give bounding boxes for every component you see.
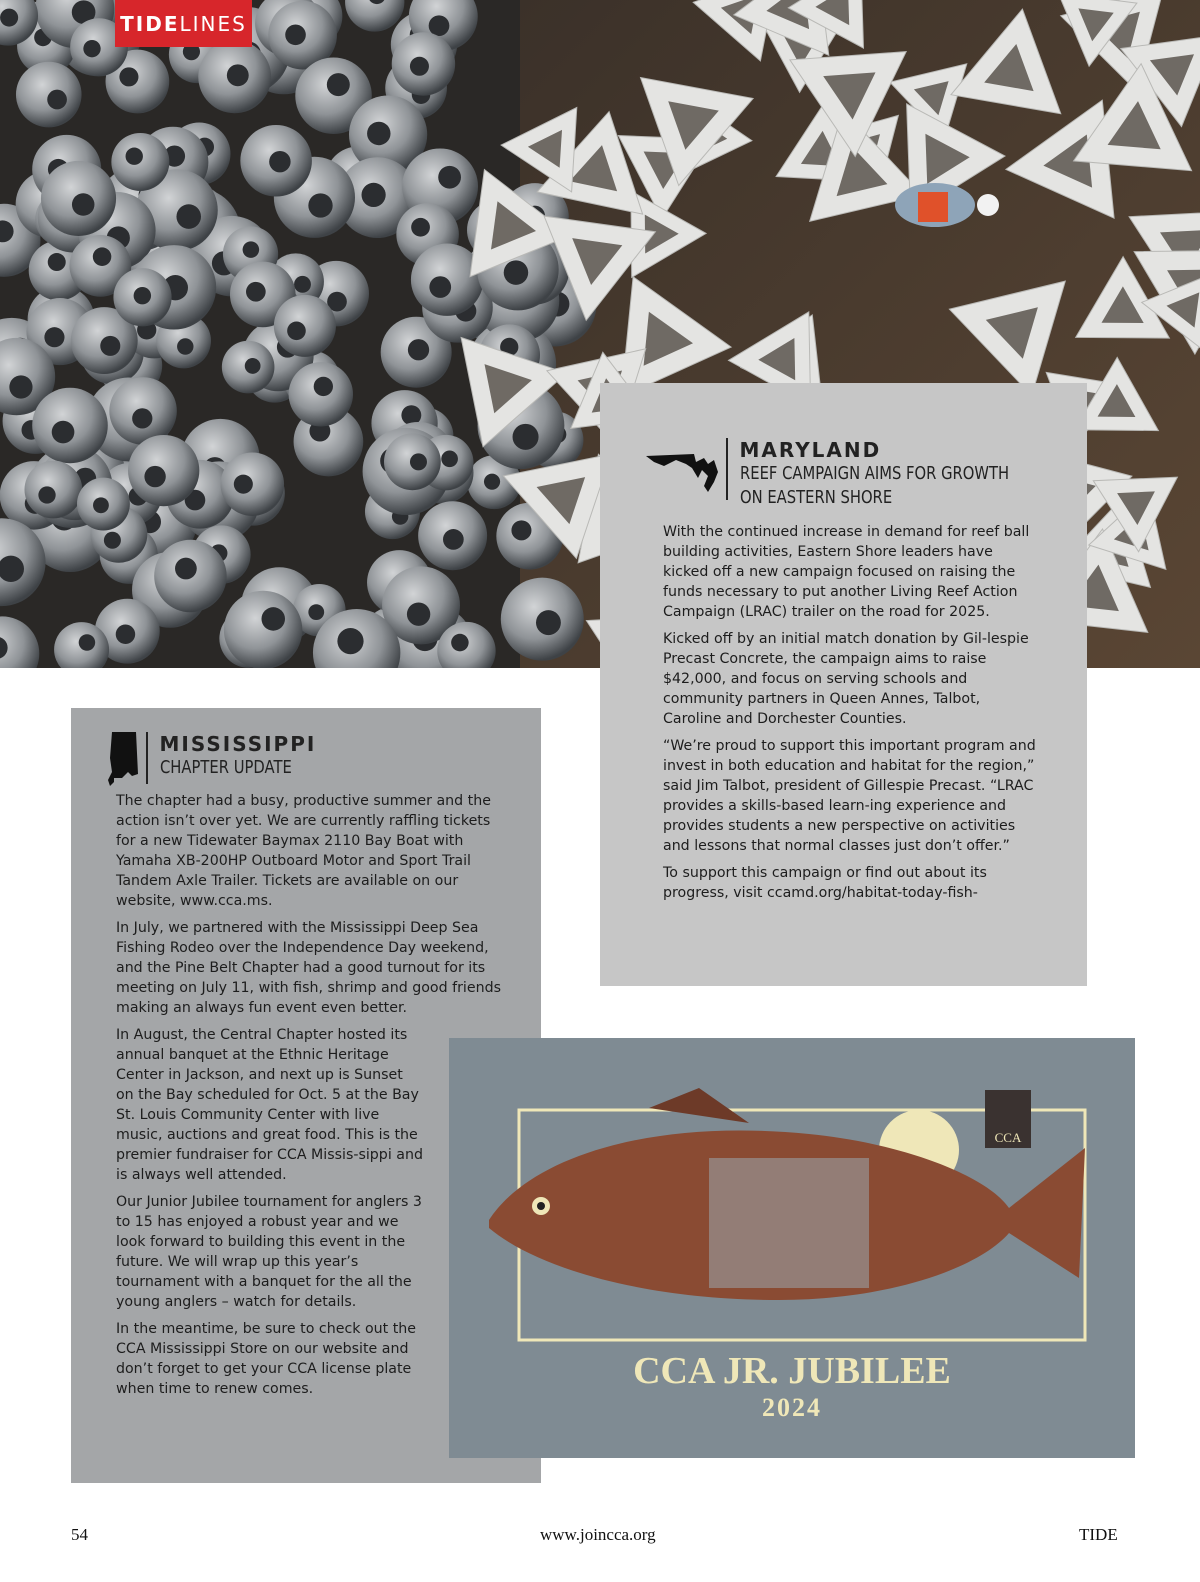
maryland-state-title: MARYLAND (739, 438, 882, 462)
shirt-logo-text: CCA (994, 1130, 1022, 1145)
shirt-title: CCA JR. JUBILEE (633, 1350, 951, 1392)
page-number: 54 (71, 1525, 88, 1544)
section-tag: TIDE LINES (115, 0, 252, 47)
maryland-paragraph: “We’re proud to support this important program and invest in both education and habitat for the region,” said Jim Talbot, president of Gillespie Precast. “LRAC provides a skills-based learn-ing experience and provides students a new perspective on activities and lessons that normal classes just don’t offer.” (663, 738, 1036, 854)
jr-jubilee-shirt-photo (449, 1038, 1135, 1458)
mississippi-heading (108, 732, 500, 786)
mississippi-headline: CHAPTER UPDATE (159, 757, 292, 778)
mississippi-map-icon (108, 732, 140, 786)
mississippi-paragraph: In July, we partnered with the Mississippi Deep Sea Fishing Rodeo over the Independence Day weekend, and the Pine Belt Chapter had a good turnout for its meeting on July 11, with fish, shrimp and good friends making an always fun event even better. (116, 920, 501, 1016)
maryland-paragraph: With the continued increase in demand for reef ball building activities, Eastern Shore leaders have kicked off a new campaign focused on raising the funds necessary to put another Living Reef Action Campaign (LRAC) trailer on the road for 2025. (663, 524, 1030, 620)
mississippi-paragraph: In the meantime, be sure to check out the CCA Mississippi Store on our website and don’t forget to get your CCA license plate when time to renew comes. (116, 1321, 417, 1397)
footer-url: www.joincca.org (540, 1525, 656, 1544)
maryland-headline: REEF CAMPAIGN AIMS FOR GROWTH ON EASTERN SHORE (739, 463, 1009, 508)
maryland-body (663, 522, 1041, 910)
maryland-paragraph: Kicked off by an initial match donation by Gil-lespie Precast Concrete, the campaign aims to raise $42,000, and focus on serving schools and community partners in Queen Annes, Talbot, Caroline and Dorchester Counties. (663, 631, 1029, 727)
shirt-year: 2024 (762, 1393, 822, 1422)
maryland-map-icon (646, 438, 720, 498)
mississippi-state-title: MISSISSIPPI (159, 732, 317, 756)
mississippi-paragraph: The chapter had a busy, productive summer and the action isn’t over yet. We are currently raffling tickets for a new Tidewater Baymax 2110 Bay Boat with Yamaha XB-200HP Outboard Motor and Sport Trail Tandem Axle Trailer. Tickets are available on our website, www.cca.ms. (116, 793, 491, 909)
magazine-name: TIDE (1079, 1525, 1118, 1544)
mississippi-paragraph: In August, the Central Chapter hosted its annual banquet at the Ethnic Heritage Center in Jackson, and next up is Sunset on the Bay scheduled for Oct. 5 at the Bay St. Louis Community Center with live music, auctions and great food. This is the premier fundraiser for CCA Missis-sippi and is always well attended. (116, 1027, 423, 1183)
maryland-heading (646, 438, 1080, 510)
maryland-paragraph: To support this campaign or find out about its progress, visit ccamd.org/habitat-today-fish- (663, 865, 987, 901)
mississippi-paragraph: Our Junior Jubilee tournament for anglers 3 to 15 has enjoyed a robust year and we look forward to building this event in the future. We will wrap up this year’s tournament with a banquet for the all the young anglers – watch for details. (116, 1194, 422, 1310)
